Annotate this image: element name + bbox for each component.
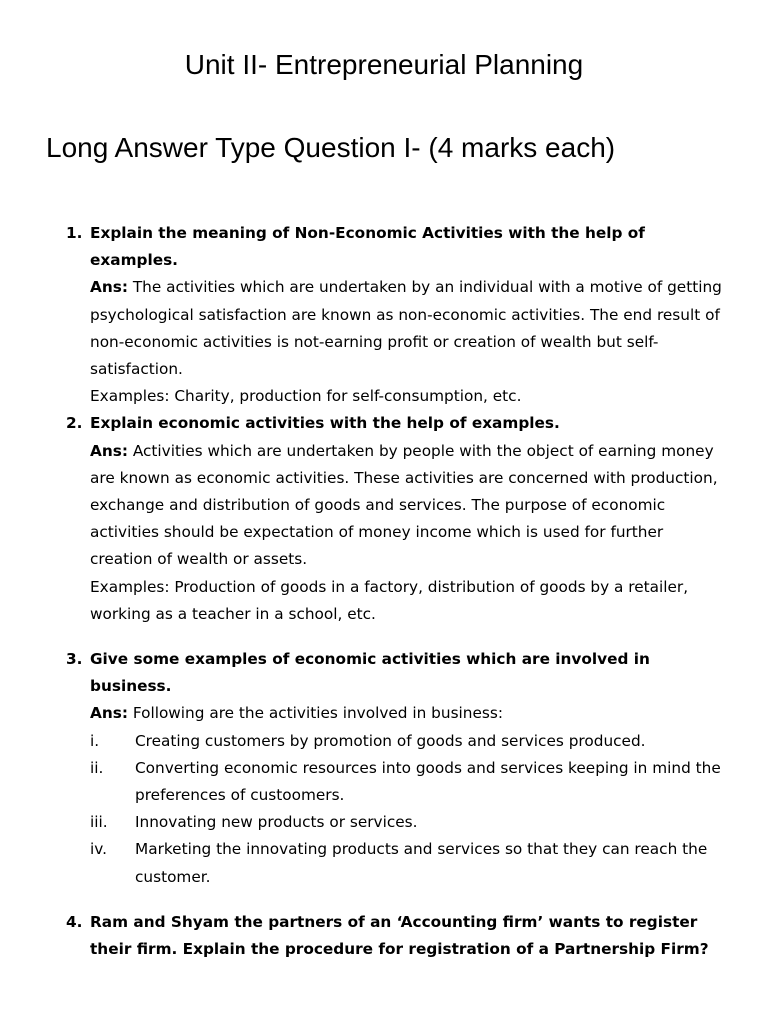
question-text: Ram and Shyam the partners of an ‘Accounting firm’ wants to register their firm. Explain the procedure for registration of a Partnership Firm? [90, 912, 709, 959]
list-item-text: Innovating new products or services. [135, 813, 418, 832]
question-text: Explain the meaning of Non-Economic Activities with the help of examples. [90, 224, 645, 270]
list-item-number: i. [90, 731, 100, 750]
answer-text: The activities which are undertaken by an individual with a motive of getting psychological satisfaction are known as non-economic activities. The end result of non-economic activities is not-earning profit or creation of wealth but self-satisfaction. [90, 278, 722, 379]
list-item-text: Marketing the innovating products and services so that they can reach the customer. [135, 840, 708, 886]
question-number: 2. [66, 414, 83, 433]
question-1 [0, 220, 768, 410]
list-item [90, 728, 728, 755]
answer [90, 438, 728, 574]
question-text: Explain economic activities with the help of examples. [90, 414, 560, 433]
answer-label: Ans: [90, 441, 128, 460]
list-item-number: ii. [90, 758, 104, 777]
question-4 [0, 909, 768, 963]
list-item-number: iii. [90, 813, 108, 832]
list-item-number: iv. [90, 840, 107, 859]
question-2 [0, 410, 768, 628]
examples-text: Examples: Charity, production for self-consumption, etc. [90, 387, 522, 406]
question-number: 1. [66, 224, 83, 242]
answer-text: Following are the activities involved in business: [132, 704, 503, 723]
question-text: Give some examples of economic activities which are involved in business. [90, 650, 650, 696]
examples-text: Examples: Production of goods in a factory, distribution of goods by a retailer, working as a teacher in a school, etc. [90, 577, 689, 623]
answer [90, 700, 728, 727]
question-3 [0, 646, 768, 891]
section-title: Long Answer Type Question I- (4 marks each) [46, 132, 616, 163]
question-number: 4. [66, 912, 83, 931]
answer-text: Activities which are undertaken by people with the object of earning money are known as economic activities. These activities are concerned with production, exchange and distribution of goods and services. The purpose of economic activities should be expectation of money income which is used for further creation of wealth or assets. [90, 441, 718, 569]
list-item-text: Converting economic resources into goods and services keeping in mind the preferences of custoomers. [135, 758, 721, 805]
list-item [90, 755, 728, 809]
question-number: 3. [66, 650, 83, 669]
question-list [0, 220, 768, 963]
list-item-text: Creating customers by promotion of goods and services produced. [135, 731, 646, 750]
answer-label: Ans: [90, 278, 128, 297]
unit-title: Unit II- Entrepreneurial Planning [184, 49, 584, 80]
answer-label: Ans: [90, 704, 128, 723]
list-item [90, 836, 728, 890]
list-item [90, 809, 728, 836]
answer [90, 274, 728, 383]
